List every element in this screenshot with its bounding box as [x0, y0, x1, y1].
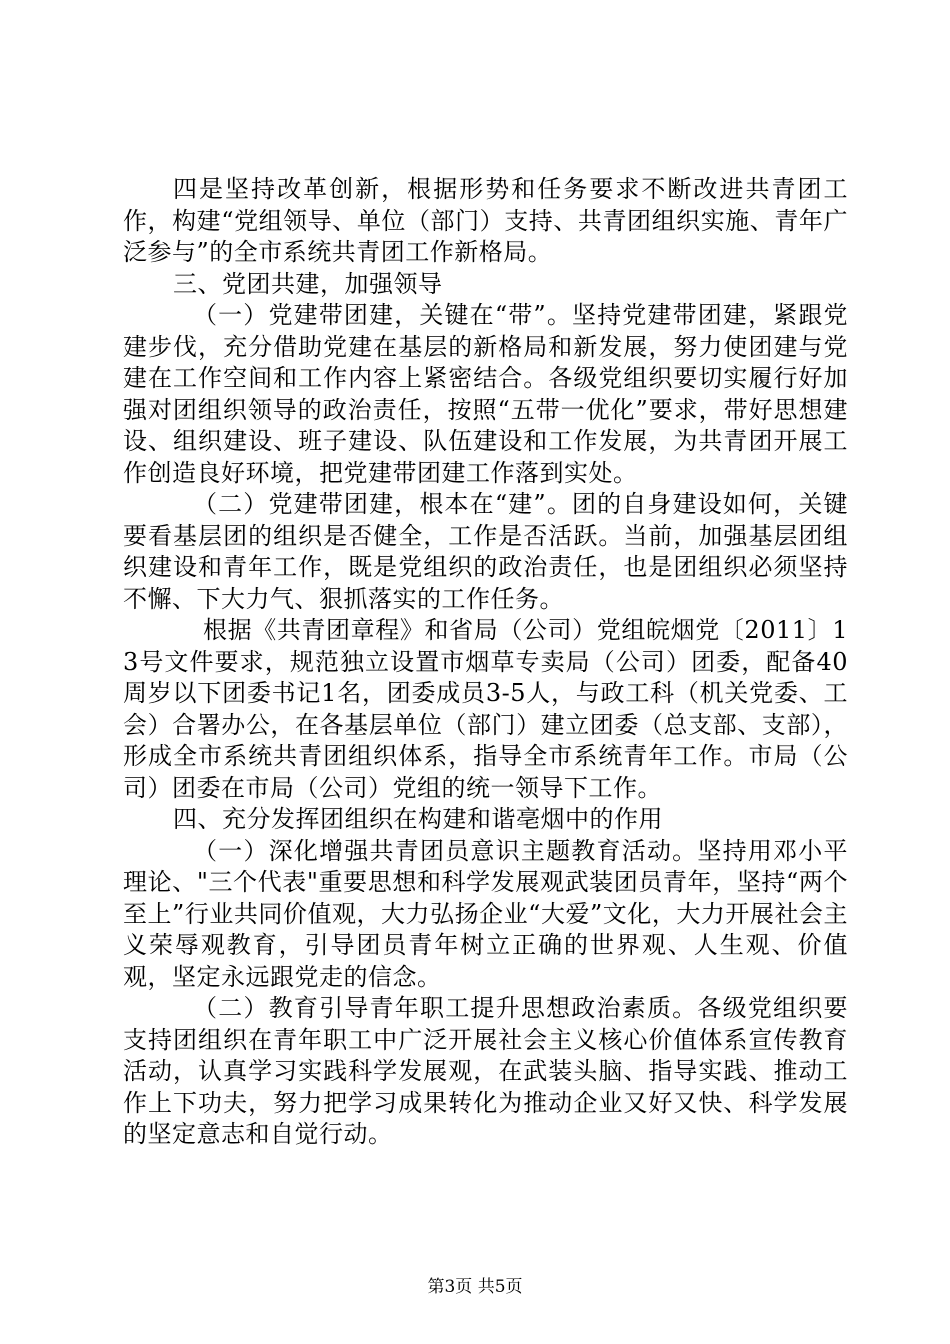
paragraph-party-leads-league-key: （一）党建带团建，关键在“带”。坚持党建带团建，紧跟党建步伐，充分借助党建在基层的新格局和新发展，努力使团建与党建在工作空间和工作内容上紧密结合。各级党组织要切实履行好加强对团组织领导的政治责任，按照“五带一优化”要求，带好思想建设、组织建设、班子建设、队伍建设和工作发展，为共青团开展工作创造良好环境，把党建带团建工作落到实处。: [123, 301, 848, 487]
paragraph-reform-innovation: 四是坚持改革创新，根据形势和任务要求不断改进共青团工作，构建“党组领导、单位（部门）支持、共青团组织实施、青年广泛参与”的全市系统共青团工作新格局。: [123, 175, 848, 266]
paragraph-theme-education: （一）深化增强共青团员意识主题教育活动。坚持用邓小平理论、"三个代表"重要思想和科学发展观武装团员青年，坚持“两个至上”行业共同价值观，大力弘扬企业“大爱”文化，大力开展社会主义荣辱观教育，引导团员青年树立正确的世界观、人生观、价值观，坚定永远跟党走的信念。: [123, 836, 848, 991]
paragraph-party-leads-league-root: （二）党建带团建，根本在“建”。团的自身建设如何，关键要看基层团的组织是否健全，工作是否活跃。当前，加强基层团组织建设和青年工作，既是党组织的政治责任，也是团组织必须坚持不懈、下大力气、狠抓落实的工作任务。: [123, 490, 848, 613]
page-number-footer: 第3页 共5页: [427, 1277, 523, 1297]
heading-party-league-building: 三、党团共建，加强领导: [173, 269, 443, 298]
heading-league-role: 四、充分发挥团组织在构建和谐亳烟中的作用: [173, 805, 663, 833]
paragraph-league-charter: 根据《共青团章程》和省局（公司）党组皖烟党〔2011〕13号文件要求，规范独立设置市烟草专卖局（公司）团委，配备40周岁以下团委书记1名，团委成员3-5人，与政工科（机关党委、工会）合署办公，在各基层单位（部门）建立团委（总支部、支部），形成全市系统共青团组织体系，指导全市系统青年工作。市局（公司）团委在市局（公司）党组的统一领导下工作。: [123, 616, 848, 802]
paragraph-political-quality: （二）教育引导青年职工提升思想政治素质。各级党组织要支持团组织在青年职工中广泛开展社会主义核心价值体系宣传教育活动，认真学习实践科学发展观，在武装头脑、指导实践、推动工作上下功夫，努力把学习成果转化为推动企业又好又快、科学发展的坚定意志和自觉行动。: [123, 994, 848, 1148]
document-body: [123, 174, 848, 1151]
